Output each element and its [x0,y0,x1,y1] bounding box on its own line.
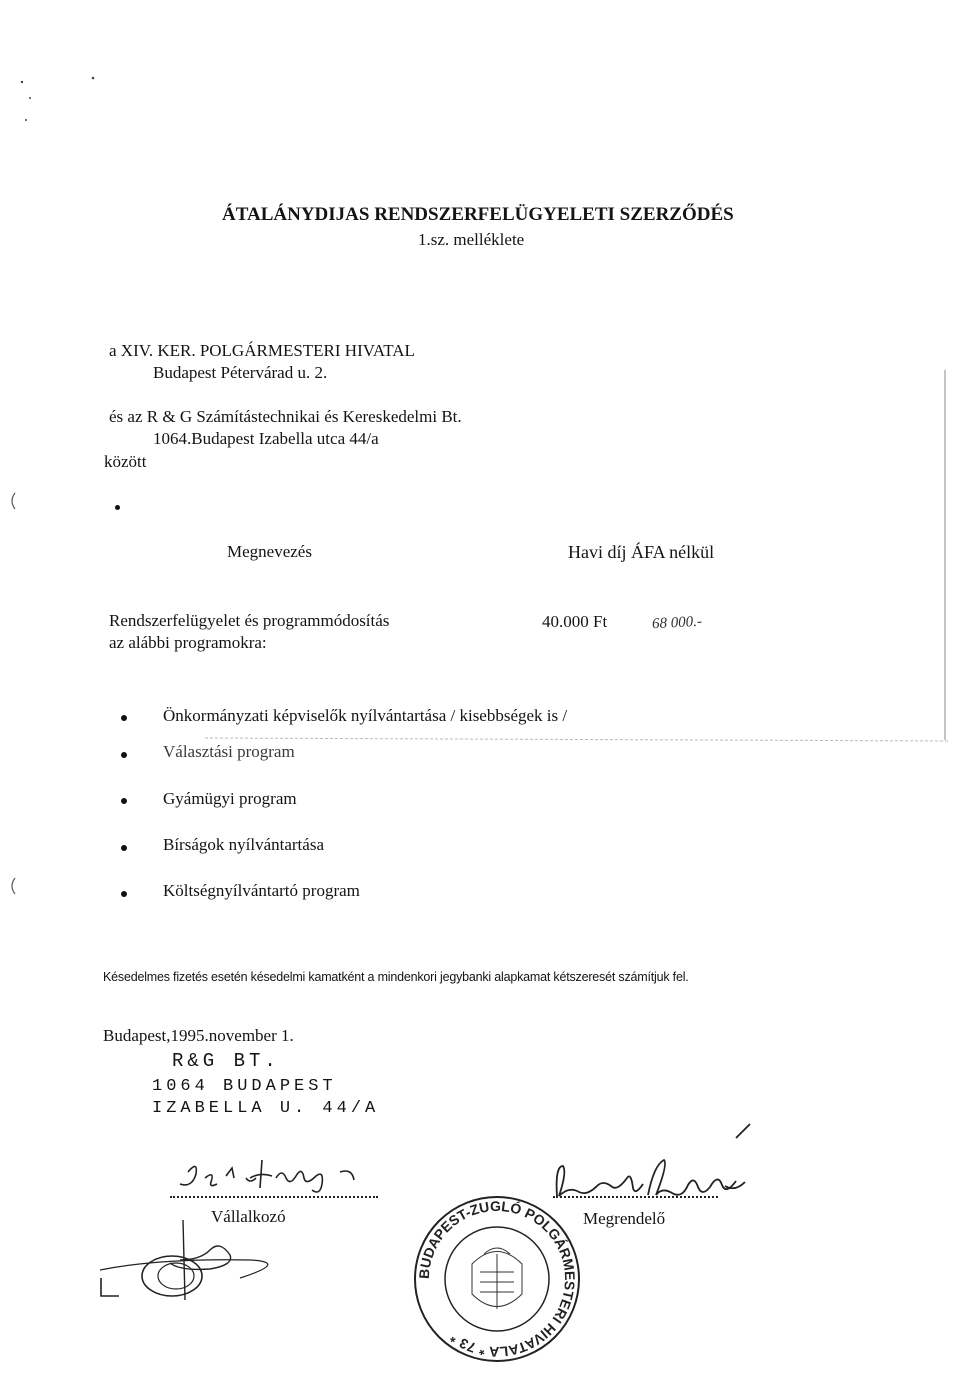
company-stamp-line3: IZABELLA U. 44/A [152,1099,380,1118]
between-label: között [104,452,147,471]
seal-text: BUDAPEST-ZUGLÓ POLGÁRMESTERI HIVATALA * 73 * [415,1197,579,1361]
document-subtitle: 1.sz. melléklete [418,230,525,249]
column-header-name: Megnevezés [227,542,312,561]
client-name: a XIV. KER. POLGÁRMESTERI HIVATAL [109,341,415,360]
program-item: Költségnyílvántartó program [163,881,360,900]
client-address: Budapest Pétervárad u. 2. [153,363,328,382]
handwritten-fee-correction: 68 000.- [651,613,703,633]
item-description-line1: Rendszerfelügyelet és programmódosítás [109,611,390,630]
program-item: Önkormányzati képviselők nyílvántartása / kisebbségek is / [163,706,568,725]
company-stamp-line1: R&G BT. [172,1050,280,1072]
program-item: Gyámügyi program [163,789,297,808]
contractor-name: és az R & G Számítástechnikai és Kereskedelmi Bt. [109,407,462,426]
client-role-label: Megrendelő [583,1209,666,1228]
document-title: ÁTALÁNYDIJAS RENDSZERFELÜGYELETI SZERZŐDÉS [222,204,734,225]
late-payment-note: Késedelmes fizetés esetén késedelmi kamatként a mindenkori jegybanki alapkamat kétszeresét számítjuk fel. [103,970,689,984]
company-stamp-line2: 1064 BUDAPEST [152,1077,337,1096]
contractor-address: 1064.Budapest Izabella utca 44/a [153,429,379,448]
program-item: Bírságok nyílvántartása [163,835,324,854]
contractor-role-label: Vállalkozó [211,1207,286,1226]
program-item: Választási program [163,742,295,761]
item-description-line2: az alábbi programokra: [109,633,267,652]
item-fee: 40.000 Ft [542,612,608,631]
official-round-seal [412,1194,582,1364]
date-line: Budapest,1995.november 1. [103,1026,294,1045]
column-header-fee: Havi díj ÁFA nélkül [568,542,715,562]
